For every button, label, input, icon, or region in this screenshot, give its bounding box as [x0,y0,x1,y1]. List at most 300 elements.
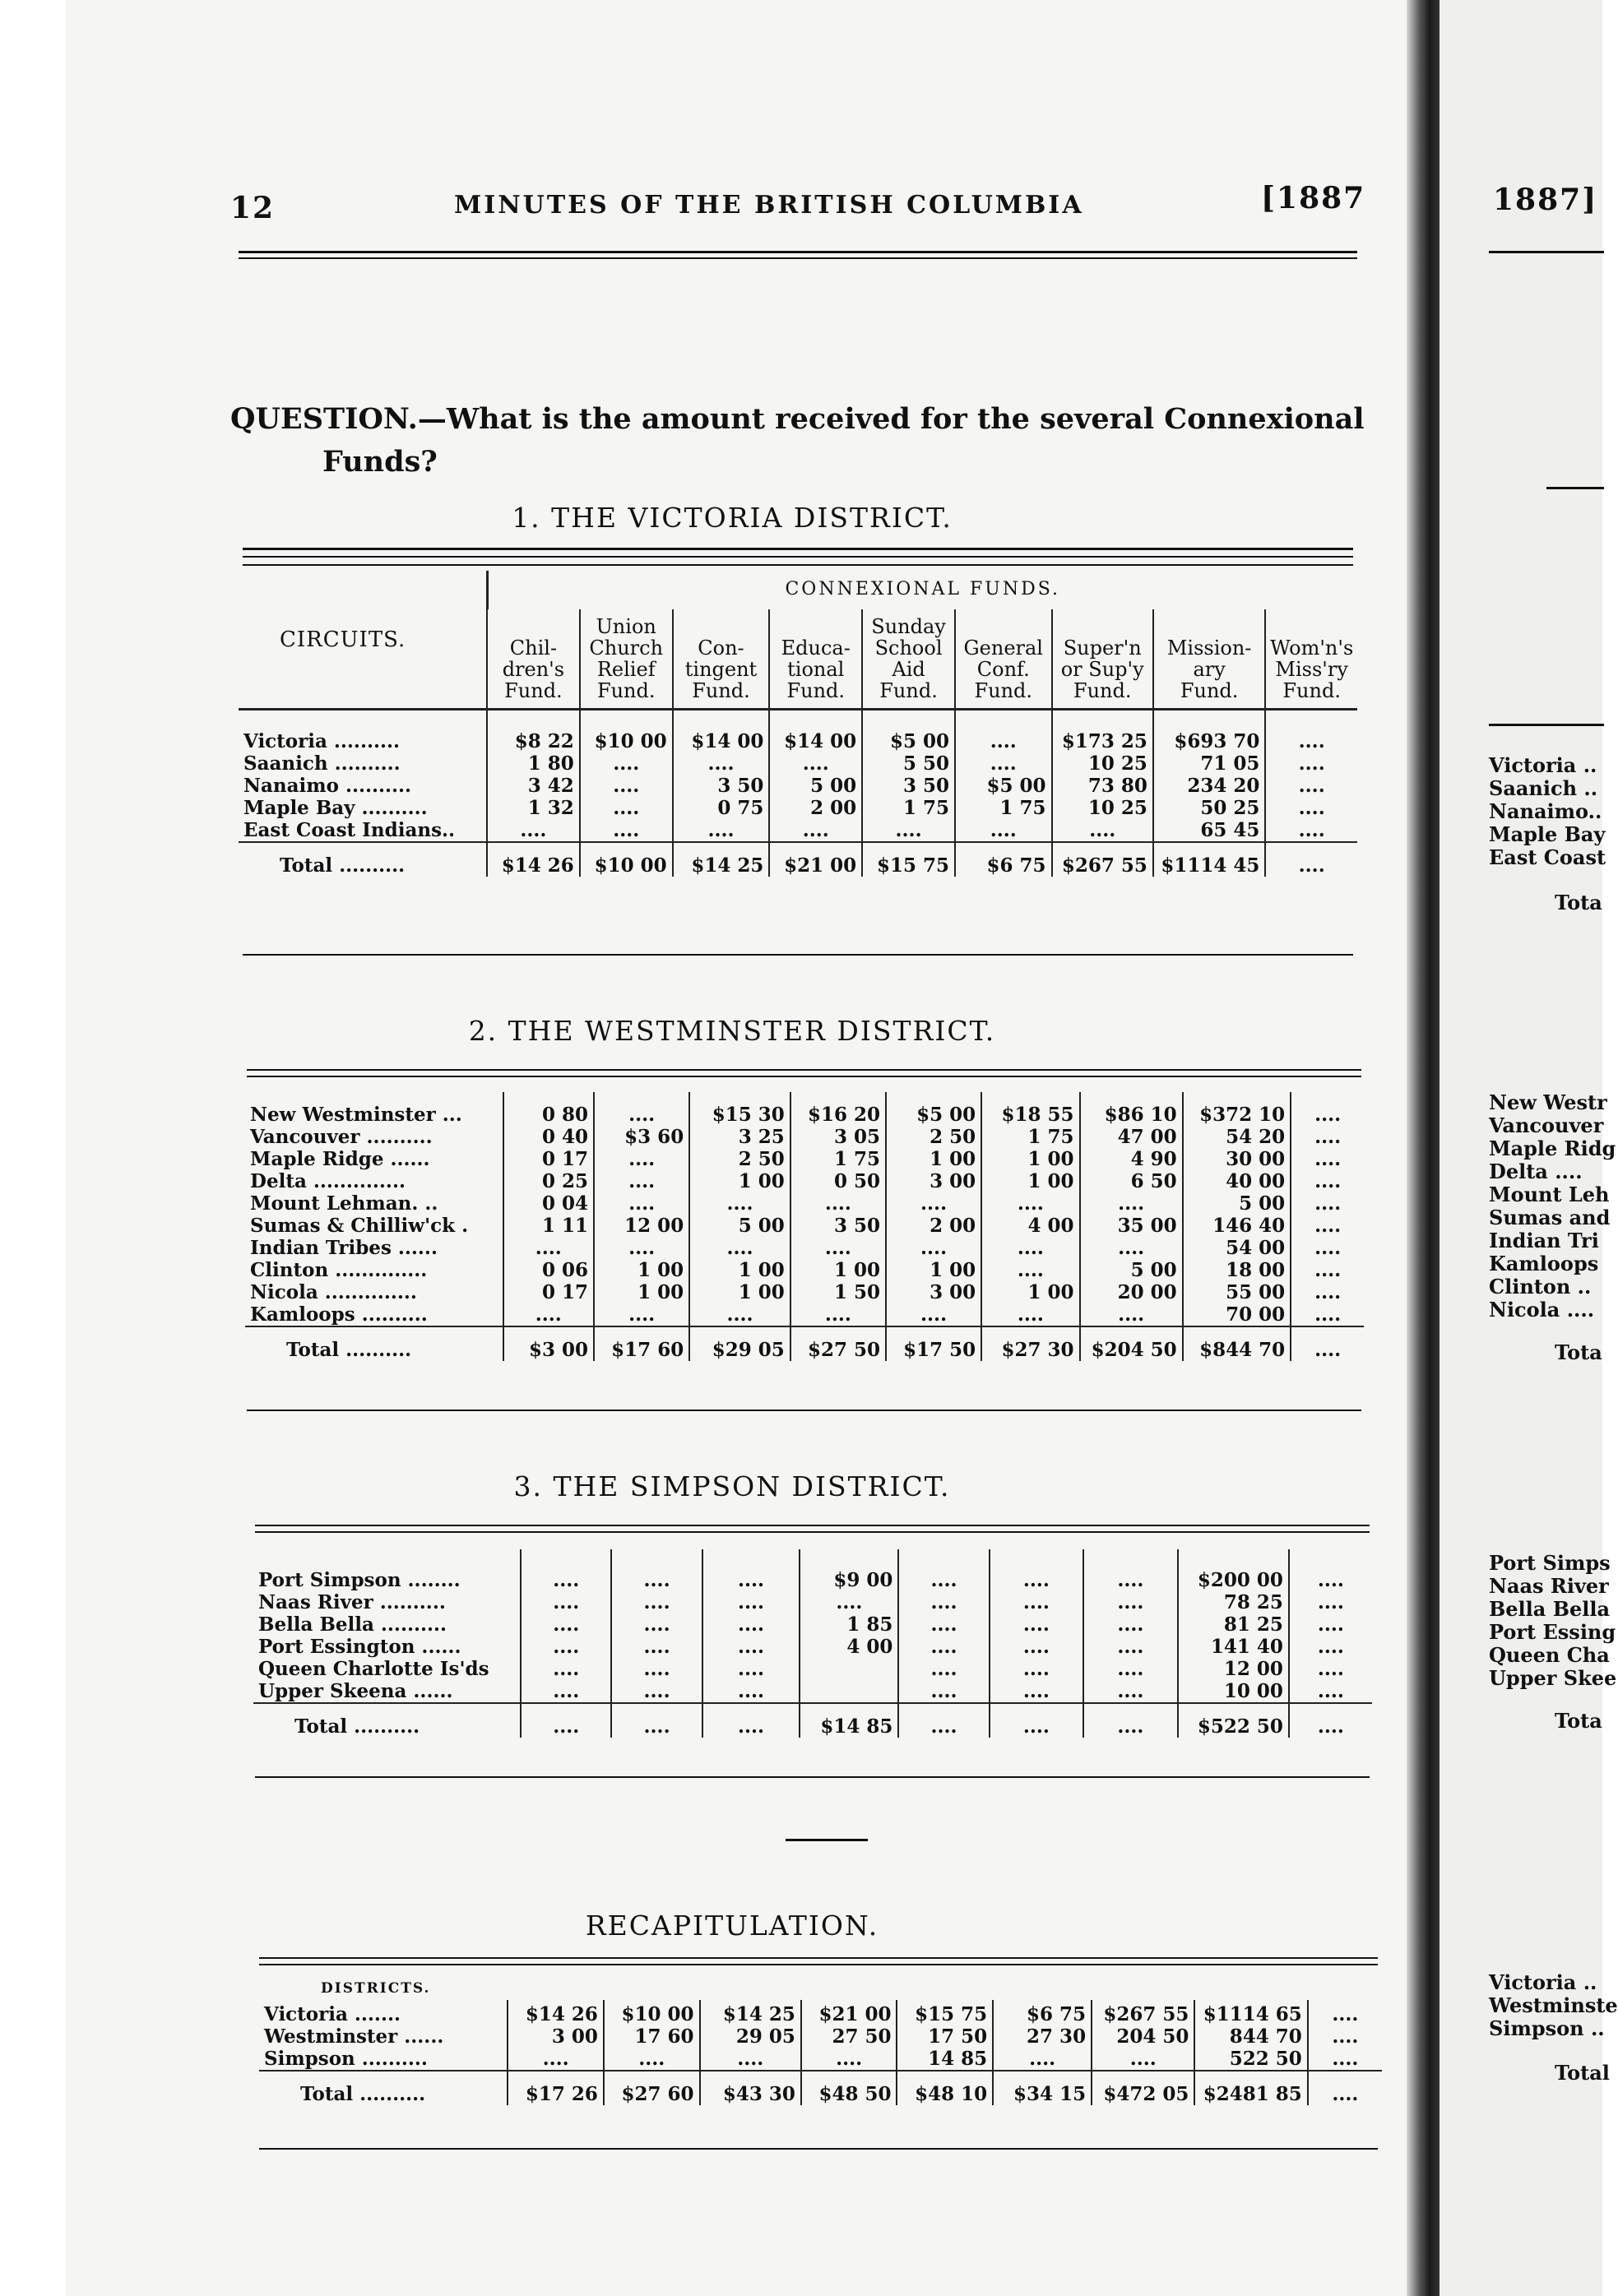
simpson-amount: .... [1289,1636,1372,1658]
westminster-amount: 30 00 [1183,1148,1291,1170]
next-page-header-rule [1489,251,1604,253]
westminster-amount: $18 55 [981,1092,1079,1126]
victoria-group-header-row [239,571,1357,609]
simpson-bottom-rule [255,1776,1370,1778]
next-page-victoria-total: Tota [1555,891,1602,914]
victoria-column-header: Sunday School Aid Fund. [862,609,955,710]
westminster-amount: $372 10 [1183,1092,1291,1126]
recap-amount: $43 30 [700,2071,801,2105]
westminster-amount: 12 00 [594,1215,689,1237]
victoria-amount: $21 00 [769,842,862,877]
westminster-amount: .... [1291,1148,1364,1170]
recap-row [259,2000,1382,2025]
victoria-top-rule-2 [243,556,1353,558]
next-page-rule-2 [1489,724,1604,726]
simpson-amount: .... [990,1613,1083,1636]
recap-amount: $2481 85 [1194,2071,1307,2105]
victoria-row [239,775,1357,797]
victoria-amount: .... [580,752,673,775]
victoria-amount: $6 75 [955,842,1052,877]
simpson-amount: 81 25 [1178,1613,1289,1636]
recap-amount: $21 00 [801,2000,897,2025]
westminster-amount: 0 40 [503,1126,594,1148]
westminster-amount: 1 00 [886,1148,981,1170]
recap-amount: 3 00 [508,2025,604,2048]
westminster-amount: .... [689,1192,790,1215]
westminster-amount: .... [594,1148,689,1170]
westminster-amount: .... [689,1303,790,1326]
westminster-amount: 1 11 [503,1215,594,1237]
simpson-amount: .... [898,1591,989,1613]
westminster-amount: .... [1080,1237,1183,1259]
recap-amount: 522 50 [1194,2048,1307,2071]
westminster-amount: 18 00 [1183,1259,1291,1281]
westminster-amount: .... [1291,1281,1364,1303]
westminster-amount: .... [1291,1303,1364,1326]
book-spine [1407,0,1440,2296]
westminster-amount: .... [981,1259,1079,1281]
recap-amount: 29 05 [700,2025,801,2048]
simpson-circuit-name: Port Essington ...... [258,1636,461,1658]
westminster-amount: 0 17 [503,1281,594,1303]
victoria-amount: $5 00 [862,710,955,753]
victoria-total-label: Total .......... [239,842,487,877]
recap-amount: $17 26 [508,2071,604,2105]
recap-amount: 27 30 [993,2025,1092,2048]
westminster-amount: 6 50 [1080,1170,1183,1192]
westminster-amount: .... [981,1303,1079,1326]
westminster-circuit-name: Maple Ridge ...... [250,1148,430,1170]
victoria-amount: .... [1265,752,1357,775]
simpson-amount: .... [521,1549,611,1591]
victoria-amount: .... [487,819,580,842]
westminster-amount: 2 50 [689,1148,790,1170]
simpson-amount: .... [1083,1591,1177,1613]
next-page-rule-1 [1546,487,1604,489]
recap-amount: $267 55 [1092,2000,1194,2025]
victoria-amount: $14 25 [673,842,770,877]
victoria-table [239,571,1357,877]
victoria-row [239,819,1357,842]
next-page-westminster-row: Maple Ridg [1489,1136,1616,1160]
next-page-victoria-row: Nanaimo.. [1489,799,1602,823]
victoria-amount: $267 55 [1052,842,1153,877]
recap-amount: 17 50 [897,2025,993,2048]
simpson-amount: .... [611,1658,702,1680]
victoria-amount: .... [1052,819,1153,842]
recap-amount: $472 05 [1092,2071,1194,2105]
victoria-column-header: Mission- ary Fund. [1153,609,1265,710]
recap-amount: $10 00 [604,2000,700,2025]
recap-amount: .... [1308,2000,1382,2025]
westminster-amount: 35 00 [1080,1215,1183,1237]
simpson-total-label: Total .......... [253,1703,521,1738]
victoria-amount: 0 75 [673,797,770,819]
westminster-amount: .... [1080,1192,1183,1215]
left-margin [0,0,66,2296]
next-page-victoria-row: East Coast [1489,845,1606,869]
westminster-circuit-name: Kamloops .......... [250,1303,428,1326]
westminster-amount: .... [594,1192,689,1215]
victoria-total-row [239,842,1357,877]
victoria-circuit-name: Victoria .......... [243,730,400,752]
page-title: MINUTES OF THE BRITISH COLUMBIA [454,191,1084,220]
victoria-column-header: Union Church Relief Fund. [580,609,673,710]
simpson-amount: .... [521,1680,611,1703]
westminster-row [245,1303,1364,1326]
westminster-amount: .... [886,1303,981,1326]
recap-top-rule-2 [259,1964,1378,1965]
next-page-recap-row: Simpson .. [1489,2016,1605,2040]
westminster-amount: 1 00 [689,1259,790,1281]
simpson-amount: .... [1289,1658,1372,1680]
westminster-circuit-name: Clinton .............. [250,1259,428,1281]
simpson-row [253,1549,1372,1591]
recap-row [259,2048,1382,2071]
victoria-amount: $173 25 [1052,710,1153,753]
victoria-amount: .... [580,775,673,797]
recap-amount: .... [801,2048,897,2071]
simpson-amount: .... [990,1636,1083,1658]
simpson-amount: $522 50 [1178,1703,1289,1738]
recap-circuit-name: Simpson .......... [264,2048,428,2070]
victoria-amount: 1 75 [955,797,1052,819]
westminster-row [245,1259,1364,1281]
simpson-amount: .... [990,1591,1083,1613]
recap-row [259,2025,1382,2048]
simpson-row [253,1658,1372,1680]
westminster-amount: 0 25 [503,1170,594,1192]
westminster-amount: 54 00 [1183,1237,1291,1259]
victoria-bottom-rule [243,954,1353,956]
simpson-amount: .... [898,1636,989,1658]
next-page-simpson-row: Naas River [1489,1574,1609,1598]
westminster-amount: .... [503,1237,594,1259]
victoria-amount: .... [1265,710,1357,753]
westminster-amount: .... [981,1237,1079,1259]
simpson-amount: .... [611,1636,702,1658]
victoria-column-header: Wom'n's Miss'ry Fund. [1265,609,1357,710]
victoria-district-title: 1. THE VICTORIA DISTRICT. [512,502,953,534]
victoria-amount: $14 00 [673,710,770,753]
simpson-amount: .... [702,1591,800,1613]
simpson-amount: .... [990,1658,1083,1680]
victoria-row [239,752,1357,775]
next-page-westminster-row: Mount Leh [1489,1183,1610,1206]
westminster-amount: 47 00 [1080,1126,1183,1148]
westminster-amount: .... [689,1237,790,1259]
westminster-amount: 1 50 [790,1281,886,1303]
question-text: —What is the amount received for the several Connexional [417,402,1365,436]
victoria-column-header: Super'n or Sup'y Fund. [1052,609,1153,710]
westminster-amount: .... [594,1092,689,1126]
westminster-amount: 5 00 [1183,1192,1291,1215]
simpson-amount: .... [702,1703,800,1738]
westminster-amount: $3 00 [503,1326,594,1361]
simpson-amount: $9 00 [800,1549,898,1591]
recap-amount: $6 75 [993,2000,1092,2025]
westminster-district-title: 2. THE WESTMINSTER DISTRICT. [468,1015,996,1047]
simpson-amount: .... [1289,1591,1372,1613]
simpson-amount: .... [898,1549,989,1591]
next-page-westminster-row: Clinton .. [1489,1275,1592,1298]
westminster-amount: 1 00 [689,1281,790,1303]
next-page-victoria-row: Saanich .. [1489,776,1598,800]
victoria-amount: 5 00 [769,775,862,797]
westminster-amount: $86 10 [1080,1092,1183,1126]
victoria-amount: .... [580,797,673,819]
simpson-amount: .... [1289,1549,1372,1591]
next-page-simpson-row: Port Simps [1489,1551,1611,1575]
westminster-amount: .... [981,1192,1079,1215]
recap-amount: .... [1308,2071,1382,2105]
westminster-amount: $17 60 [594,1326,689,1361]
next-page-simpson-row: Upper Skee [1489,1666,1617,1690]
simpson-amount: $200 00 [1178,1549,1289,1591]
westminster-amount: $15 30 [689,1092,790,1126]
westminster-top-rule-2 [247,1076,1361,1077]
recap-amount: $15 75 [897,2000,993,2025]
simpson-amount: .... [1083,1636,1177,1658]
westminster-amount: .... [1291,1259,1364,1281]
westminster-amount: 3 00 [886,1170,981,1192]
westminster-amount: .... [1080,1303,1183,1326]
westminster-row [245,1215,1364,1237]
victoria-amount: .... [673,752,770,775]
recap-bottom-rule [259,2148,1378,2150]
westminster-amount: .... [594,1170,689,1192]
victoria-amount: .... [769,819,862,842]
victoria-amount: 1 75 [862,797,955,819]
next-page-victoria-row: Maple Bay [1489,822,1606,846]
next-page-recap-total: Total [1555,2061,1610,2085]
simpson-amount: .... [702,1636,800,1658]
westminster-amount: 1 00 [689,1170,790,1192]
next-page-simpson-row: Port Essing [1489,1620,1616,1644]
victoria-circuit-name: Saanich .......... [243,752,401,775]
victoria-amount: 10 25 [1052,797,1153,819]
westminster-amount: 3 00 [886,1281,981,1303]
westminster-amount: 3 05 [790,1126,886,1148]
westminster-amount: $204 50 [1080,1326,1183,1361]
victoria-amount: 71 05 [1153,752,1265,775]
westminster-amount: 1 00 [981,1170,1079,1192]
westminster-amount: .... [790,1237,886,1259]
westminster-circuit-name: Sumas & Chilliw'ck . [250,1215,469,1237]
simpson-amount: .... [611,1549,702,1591]
victoria-top-rule [243,548,1353,550]
victoria-amount: $1114 45 [1153,842,1265,877]
victoria-amount: 10 25 [1052,752,1153,775]
next-page-westminster-row: Vancouver [1489,1113,1604,1137]
simpson-amount: .... [898,1703,989,1738]
simpson-row [253,1680,1372,1703]
simpson-total-row [253,1703,1372,1738]
victoria-amount: .... [1265,775,1357,797]
victoria-amount: $15 75 [862,842,955,877]
page-number: 12 [230,191,276,225]
victoria-amount: .... [1265,842,1357,877]
westminster-amount: .... [1291,1192,1364,1215]
victoria-column-header: Educa- tional Fund. [769,609,862,710]
westminster-circuit-name: Vancouver .......... [250,1126,433,1148]
westminster-amount: $29 05 [689,1326,790,1361]
simpson-amount: $14 85 [800,1703,898,1738]
westminster-amount: 2 50 [886,1126,981,1148]
next-page-simpson-row: Bella Bella [1489,1597,1611,1621]
westminster-table [245,1092,1364,1361]
victoria-amount: $10 00 [580,710,673,753]
recap-amount: 204 50 [1092,2025,1194,2048]
westminster-amount: 4 00 [981,1215,1079,1237]
victoria-amount: .... [955,752,1052,775]
victoria-circuit-name: Nanaimo .......... [243,775,412,797]
victoria-row [239,710,1357,753]
westminster-amount: 5 00 [689,1215,790,1237]
simpson-amount: .... [521,1591,611,1613]
victoria-amount: 2 00 [769,797,862,819]
next-page-simpson-row: Queen Cha [1489,1643,1610,1667]
simpson-amount: .... [898,1613,989,1636]
recap-total-row [259,2071,1382,2105]
header-rule [239,251,1357,253]
victoria-circuit-name: Maple Bay .......... [243,797,428,819]
victoria-circuit-name: East Coast Indians.. [243,819,456,841]
next-page-fragment [1440,0,1618,2296]
simpson-amount: 12 00 [1178,1658,1289,1680]
westminster-amount: 1 00 [981,1281,1079,1303]
westminster-amount: 1 75 [981,1126,1079,1148]
simpson-top-rule [255,1525,1370,1526]
westminster-row [245,1281,1364,1303]
recap-amount: 844 70 [1194,2025,1307,2048]
victoria-amount: 50 25 [1153,797,1265,819]
simpson-amount: .... [611,1613,702,1636]
victoria-amount: .... [955,710,1052,753]
westminster-circuit-name: Indian Tribes ...... [250,1237,438,1259]
simpson-circuit-name: Bella Bella .......... [258,1613,447,1636]
victoria-amount: .... [955,819,1052,842]
westminster-total-label: Total .......... [245,1326,503,1361]
simpson-amount: .... [1083,1680,1177,1703]
westminster-row [245,1170,1364,1192]
westminster-amount: $17 50 [886,1326,981,1361]
westminster-bottom-rule [247,1410,1361,1411]
simpson-row [253,1636,1372,1658]
victoria-amount: $8 22 [487,710,580,753]
simpson-amount: .... [702,1549,800,1591]
westminster-amount: $3 60 [594,1126,689,1148]
recap-amount: .... [604,2048,700,2071]
simpson-amount: 10 00 [1178,1680,1289,1703]
victoria-amount: $14 26 [487,842,580,877]
westminster-amount: .... [1291,1126,1364,1148]
westminster-amount: 1 00 [790,1259,886,1281]
simpson-amount: 1 85 [800,1613,898,1636]
westminster-amount: $16 20 [790,1092,886,1126]
westminster-amount: $5 00 [886,1092,981,1126]
simpson-amount: .... [521,1613,611,1636]
simpson-district-title: 3. THE SIMPSON DISTRICT. [513,1470,951,1502]
westminster-row [245,1126,1364,1148]
simpson-row [253,1613,1372,1636]
recap-amount: 17 60 [604,2025,700,2048]
simpson-amount: .... [1083,1658,1177,1680]
victoria-row [239,797,1357,819]
westminster-row [245,1092,1364,1126]
next-page-westminster-row: Kamloops [1489,1252,1599,1275]
recap-amount: $1114 65 [1194,2000,1307,2025]
page-year: [1887 [1261,181,1366,215]
recap-amount: $14 25 [700,2000,801,2025]
simpson-amount: 78 25 [1178,1591,1289,1613]
victoria-amount: 234 20 [1153,775,1265,797]
next-page-westminster-row: New Westr [1489,1090,1607,1114]
simpson-amount: .... [1289,1680,1372,1703]
victoria-amount: 3 50 [673,775,770,797]
question [230,400,1365,439]
next-page-recap-row: Victoria .. [1489,1970,1597,1994]
simpson-amount: .... [702,1658,800,1680]
victoria-amount: 65 45 [1153,819,1265,842]
westminster-amount: .... [790,1303,886,1326]
next-page-westminster-total: Tota [1555,1340,1602,1364]
westminster-amount: 1 00 [981,1148,1079,1170]
recap-amount: $27 60 [604,2071,700,2105]
westminster-top-rule [247,1069,1361,1071]
victoria-amount: .... [1265,819,1357,842]
westminster-amount: 0 17 [503,1148,594,1170]
simpson-amount: .... [1289,1613,1372,1636]
westminster-amount: 0 80 [503,1092,594,1126]
recap-amount: .... [508,2048,604,2071]
westminster-row [245,1237,1364,1259]
simpson-row [253,1591,1372,1613]
simpson-circuit-name: Upper Skeena ...... [258,1680,453,1702]
recap-table [259,2000,1382,2105]
victoria-amount: .... [769,752,862,775]
westminster-amount: .... [1291,1237,1364,1259]
westminster-amount: $844 70 [1183,1326,1291,1361]
simpson-amount: .... [990,1680,1083,1703]
westminster-amount: .... [1291,1170,1364,1192]
westminster-amount: 0 04 [503,1192,594,1215]
victoria-amount: 1 80 [487,752,580,775]
simpson-amount: .... [611,1591,702,1613]
simpson-amount: .... [1083,1549,1177,1591]
westminster-amount: 1 00 [886,1259,981,1281]
simpson-amount: .... [990,1703,1083,1738]
westminster-circuit-name: Delta .............. [250,1170,406,1192]
next-page-simpson-total: Tota [1555,1709,1602,1733]
recap-districts-header: DISTRICTS. [321,1980,431,1997]
westminster-amount: .... [1291,1215,1364,1237]
westminster-amount: 0 06 [503,1259,594,1281]
simpson-amount [800,1658,898,1680]
header-rule-2 [239,257,1357,259]
westminster-row [245,1192,1364,1215]
simpson-amount: .... [1289,1703,1372,1738]
victoria-amount: 3 50 [862,775,955,797]
westminster-amount: 0 50 [790,1170,886,1192]
section-divider [786,1839,868,1841]
victoria-column-header: Con- tingent Fund. [673,609,770,710]
victoria-amount: 5 50 [862,752,955,775]
westminster-amount: .... [594,1303,689,1326]
westminster-amount: 2 00 [886,1215,981,1237]
victoria-amount: $14 00 [769,710,862,753]
victoria-circuits-header: CIRCUITS. [239,571,487,710]
